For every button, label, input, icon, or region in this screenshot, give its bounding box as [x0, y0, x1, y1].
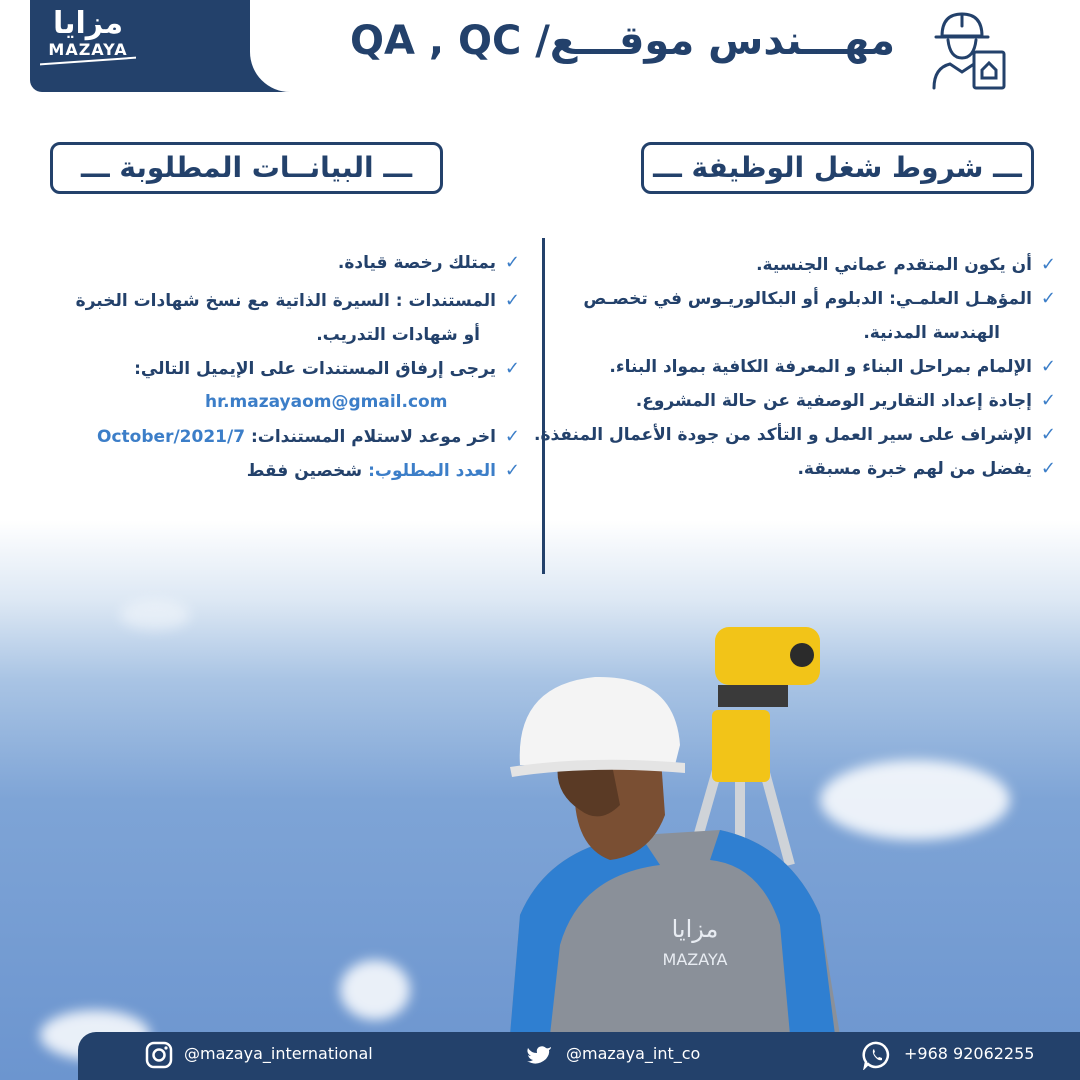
check-icon: ✓ — [504, 426, 520, 447]
check-icon: ✓ — [504, 290, 520, 311]
check-icon: ✓ — [1040, 458, 1056, 479]
list-item — [50, 352, 520, 386]
check-icon: ✓ — [1040, 254, 1056, 275]
list-item — [50, 318, 520, 352]
email-link[interactable]: hr.mazayaom@gmail.com — [205, 392, 448, 412]
required-list — [50, 246, 520, 488]
count-value: شخصين فقط — [246, 461, 363, 481]
column-divider — [542, 238, 545, 574]
list-item — [556, 248, 1056, 282]
check-icon: ✓ — [1040, 288, 1056, 309]
list-item — [533, 418, 1056, 452]
count-label: العدد المطلوب: — [368, 461, 496, 481]
jacket-logo-ar: مزايا — [671, 915, 719, 943]
documents-text: المستندات : السيرة الذاتية مع نسخ شهادات الخبرة — [75, 291, 496, 311]
list-item — [556, 452, 1056, 486]
condition-text: الهندسة المدنية. — [863, 323, 1000, 343]
list-item — [556, 384, 1056, 418]
whatsapp-icon[interactable] — [862, 1040, 892, 1070]
deadline-value: 7/October/2021 — [97, 427, 246, 447]
condition-text: المؤهـل العلمـي: الدبلوم أو البكالوريـوس في تخصـص — [583, 289, 1032, 309]
list-item — [556, 350, 1056, 384]
conditions-list — [533, 248, 1056, 486]
list-item — [50, 246, 520, 280]
twitter-icon[interactable] — [524, 1040, 554, 1070]
required-data-title: ـــ البيانــات المطلوبة ـــ — [50, 142, 443, 194]
logo-arabic: مزايا — [52, 6, 124, 41]
attach-text: يرجى إرفاق المستندات على الإيميل التالي: — [134, 359, 496, 379]
logo-english: MAZAYA — [48, 40, 128, 59]
documents-text-cont: أو شهادات التدريب. — [316, 325, 480, 345]
condition-text: أن يكون المتقدم عماني الجنسية. — [756, 255, 1032, 275]
condition-text: الإشراف على سير العمل و التأكد من جودة الأعمال المنفذة. — [533, 425, 1032, 445]
page-title: مهـــندس موقـــع/ QA , QC — [349, 18, 895, 64]
check-icon: ✓ — [1040, 356, 1056, 377]
list-item — [556, 316, 1056, 350]
cloud — [120, 600, 190, 630]
check-icon: ✓ — [504, 460, 520, 481]
list-item — [556, 282, 1056, 316]
condition-text: الإلمام بمراحل البناء و المعرفة الكافية بمواد البناء. — [609, 357, 1032, 377]
deadline-label: اخر موعد لاستلام المستندات: — [250, 427, 496, 447]
engineer-photo — [490, 615, 850, 1035]
instagram-icon[interactable] — [144, 1040, 174, 1070]
jacket-logo-en: MAZAYA — [662, 950, 728, 969]
list-item — [50, 454, 520, 488]
check-icon: ✓ — [1040, 390, 1056, 411]
whatsapp-number[interactable]: +968 92062255 — [904, 1044, 1035, 1063]
condition-text: إجادة إعداد التقارير الوصفية عن حالة المشروع. — [635, 391, 1032, 411]
engineer-icon — [928, 6, 1010, 90]
check-icon: ✓ — [1040, 424, 1056, 445]
twitter-handle[interactable]: @mazaya_int_co — [566, 1044, 701, 1063]
cloud — [340, 960, 410, 1020]
list-item — [50, 284, 520, 318]
check-icon: ✓ — [504, 358, 520, 379]
list-item — [50, 420, 520, 454]
condition-text: يفضل من لهم خبرة مسبقة. — [797, 459, 1032, 479]
check-icon: ✓ — [504, 252, 520, 273]
job-conditions-title: ـــ شروط شغل الوظيفة ـــ — [641, 142, 1034, 194]
instagram-handle[interactable]: @mazaya_international — [184, 1044, 373, 1063]
license-text: يمتلك رخصة قيادة. — [337, 253, 496, 273]
